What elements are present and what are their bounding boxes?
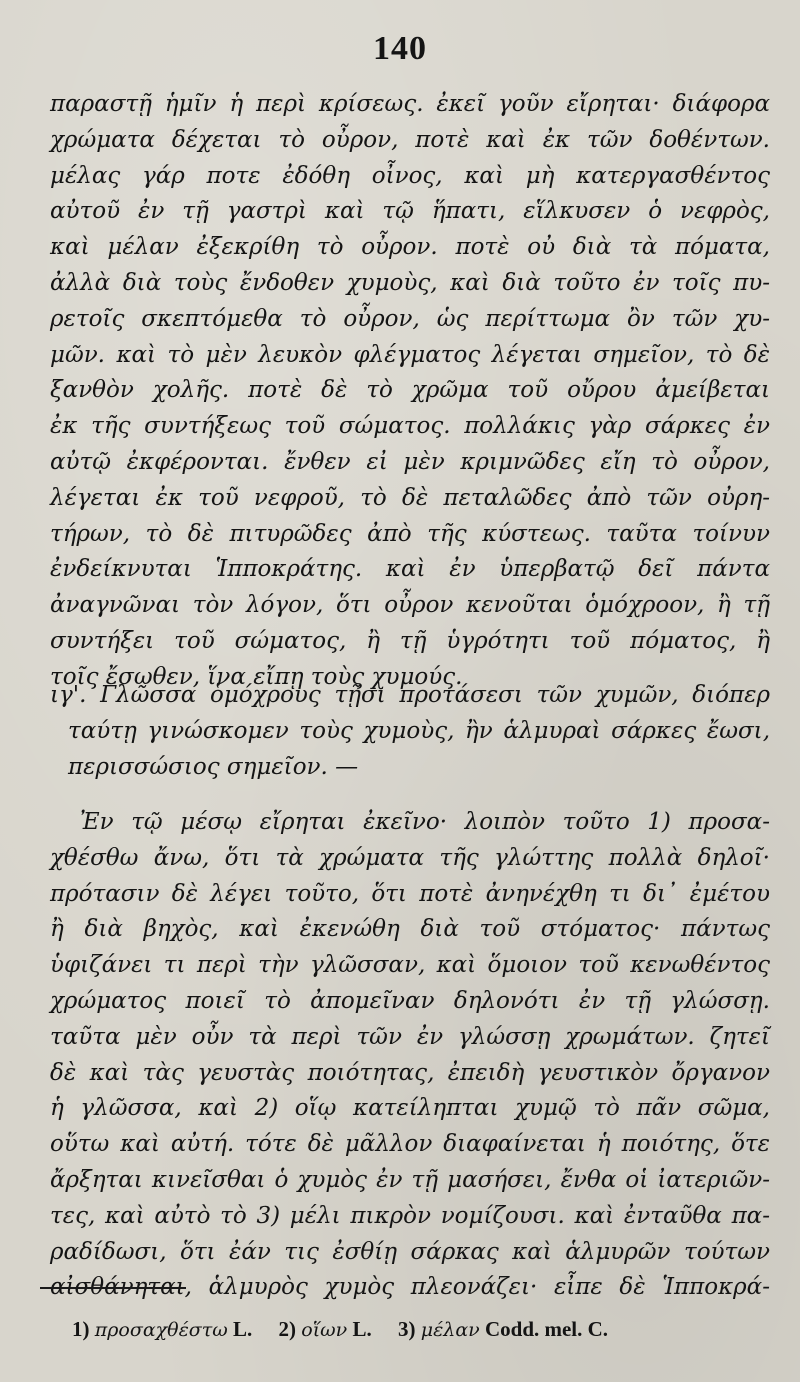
paragraph-1: [50, 87, 770, 696]
aphorism-13: [50, 678, 770, 785]
text-line: οὕτω καὶ αὐτή. τότε δὲ μᾶλλον διαφαίνεται ἡ ποιότης, ὅτε: [50, 1131, 770, 1158]
text-line: αἰσθάνηται, ἁλμυρὸς χυμὸς πλεονάζει· εἶπε δὲ Ἱπποκρά-: [50, 1274, 770, 1301]
text-line: ραδίδωσι, ὅτι ἐάν τις ἐσθίῃ σάρκας καὶ ἁλμυρῶν τούτων: [50, 1238, 770, 1265]
text-line: χρώματα δέχεται τὸ οὖρον, ποτὲ καὶ ἐκ τῶν δοθέντων.: [50, 126, 770, 153]
footnote-source: Codd. mel. C.: [484, 1317, 609, 1341]
text-line: μῶν. καὶ τὸ μὲν λευκὸν φλέγματος λέγεται σημεῖον, τὸ δὲ: [50, 341, 770, 368]
footnote-number: 2): [278, 1317, 297, 1341]
footnote-1: [72, 1317, 258, 1341]
text-line: χθέσθω ἄνω, ὅτι τὰ χρώματα τῆς γλώττης πολλὰ δηλοῖ·: [50, 844, 770, 871]
aphorism-line: ταύτῃ γινώσκομεν τοὺς χυμοὺς, ἢν ἁλμυραὶ σάρκες ἔωσι,: [68, 717, 770, 744]
text-line: ἀναγνῶναι τὸν λόγον, ὅτι οὖρον κενοῦται ὁμόχροον, ἢ τῇ: [50, 592, 770, 619]
footnote-2: [279, 1317, 377, 1341]
footnotes: [72, 1313, 762, 1346]
footnote-reading: μέλαν: [420, 1319, 480, 1341]
footnote-source: L.: [352, 1317, 372, 1341]
aphorism-line: περισσώσιος σημεῖον. —: [68, 753, 359, 780]
text-line: καὶ μέλαν ἐξεκρίθη τὸ οὖρον. ποτὲ οὐ διὰ τὰ πόματα,: [50, 234, 770, 261]
text-line: συντήξει τοῦ σώματος, ἢ τῇ ὑγρότητι τοῦ πόματος, ἢ: [50, 627, 770, 654]
text-line: δὲ καὶ τὰς γευστὰς ποιότητας, ἐπειδὴ γευστικὸν ὄργανον: [50, 1059, 770, 1086]
footnote-number: 3): [398, 1317, 416, 1341]
text-line: λέγεται ἐκ τοῦ νεφροῦ, τὸ δὲ πεταλῶδες ἀπὸ τῶν οὐρη-: [50, 484, 770, 511]
text-line: μέλας γάρ ποτε ἐδόθη οἶνος, καὶ μὴ κατεργασθέντος: [50, 162, 770, 189]
text-line: ρετοῖς σκεπτόμεθα τὸ οὖρον, ὡς περίττωμα ὂν τῶν χυ-: [50, 305, 770, 332]
footnote-rule: [40, 1287, 186, 1289]
text-line: αὐτοῦ ἐν τῇ γαστρὶ καὶ τῷ ἥπατι, εἵλκυσεν ὁ νεφρὸς,: [50, 198, 770, 225]
text-line: ἄρξηται κινεῖσθαι ὁ χυμὸς ἐν τῇ μασήσει, ἔνθα οἱ ἰατεριῶν-: [50, 1166, 770, 1193]
text-line: χρώματος ποιεῖ τὸ ἀπομεῖναν δηλονότι ἐν τῇ γλώσσῃ.: [50, 987, 770, 1014]
text-line: ταῦτα μὲν οὖν τὰ περὶ τῶν ἐν γλώσσῃ χρωμάτων. ζητεῖ: [50, 1023, 770, 1050]
text-line: τοῖς ἔσωθεν, ἵνα εἴπῃ τοὺς χυμούς.: [50, 663, 463, 690]
page-number: 140: [373, 30, 427, 67]
text-line: παραστῇ ἡμῖν ἡ περὶ κρίσεως. ἐκεῖ γοῦν εἴρηται· διάφορα: [50, 91, 770, 117]
paragraph-3: [50, 805, 770, 1306]
text-line: τες, καὶ αὐτὸ τὸ 3) μέλι πικρὸν νομίζουσι. καὶ ἐνταῦθα πα-: [50, 1202, 770, 1229]
text-line: ἡ γλῶσσα, καὶ 2) οἵῳ κατείληπται χυμῷ τὸ πᾶν σῶμα,: [50, 1095, 770, 1122]
text-line: ἀλλὰ διὰ τοὺς ἔνδοθεν χυμοὺς, καὶ διὰ τοῦτο ἐν τοῖς πυ-: [50, 269, 770, 296]
footnote-reading: προσαχθέστω: [94, 1319, 228, 1341]
text-line: ἐκ τῆς συντήξεως τοῦ σώματος. πολλάκις γὰρ σάρκες ἐν: [50, 413, 770, 440]
aphorism-line: ιγ'. Γλῶσσα ὁμόχρους τῇσι προτάσεσι τῶν χυμῶν, διόπερ: [50, 682, 770, 708]
text-line: πρότασιν δὲ λέγει τοῦτο, ὅτι ποτὲ ἀνηνέχθη τι δι᾽ ἐμέτου: [50, 880, 770, 907]
text-line: τήρων, τὸ δὲ πιτυρῶδες ἀπὸ τῆς κύστεως. ταῦτα τοίνυν: [50, 520, 770, 547]
text-line: ἐνδείκνυται Ἱπποκράτης. καὶ ἐν ὑπερβατῷ δεῖ πάντα: [50, 556, 770, 583]
text-line: Ἐν τῷ μέσῳ εἴρηται ἐκεῖνο· λοιπὸν τοῦτο 1) προσα-: [80, 809, 770, 835]
footnote-source: L.: [233, 1317, 253, 1341]
text-line: ἢ διὰ βηχὸς, καὶ ἐκενώθη διὰ τοῦ στόματος· πάντως: [50, 916, 770, 943]
text-line: αὐτῷ ἐκφέρονται. ἔνθεν εἰ μὲν κριμνῶδες εἴη τὸ οὖρον,: [50, 448, 770, 475]
footnote-3: [398, 1317, 608, 1341]
text-line: ξανθὸν χολῆς. ποτὲ δὲ τὸ χρῶμα τοῦ οὔρου ἀμείβεται: [50, 377, 770, 404]
text-line: ὑφιζάνει τι περὶ τὴν γλῶσσαν, καὶ ὅμοιον τοῦ κενωθέντος: [50, 952, 770, 979]
footnote-reading: οἵων: [301, 1319, 348, 1341]
footnote-number: 1): [72, 1317, 90, 1341]
